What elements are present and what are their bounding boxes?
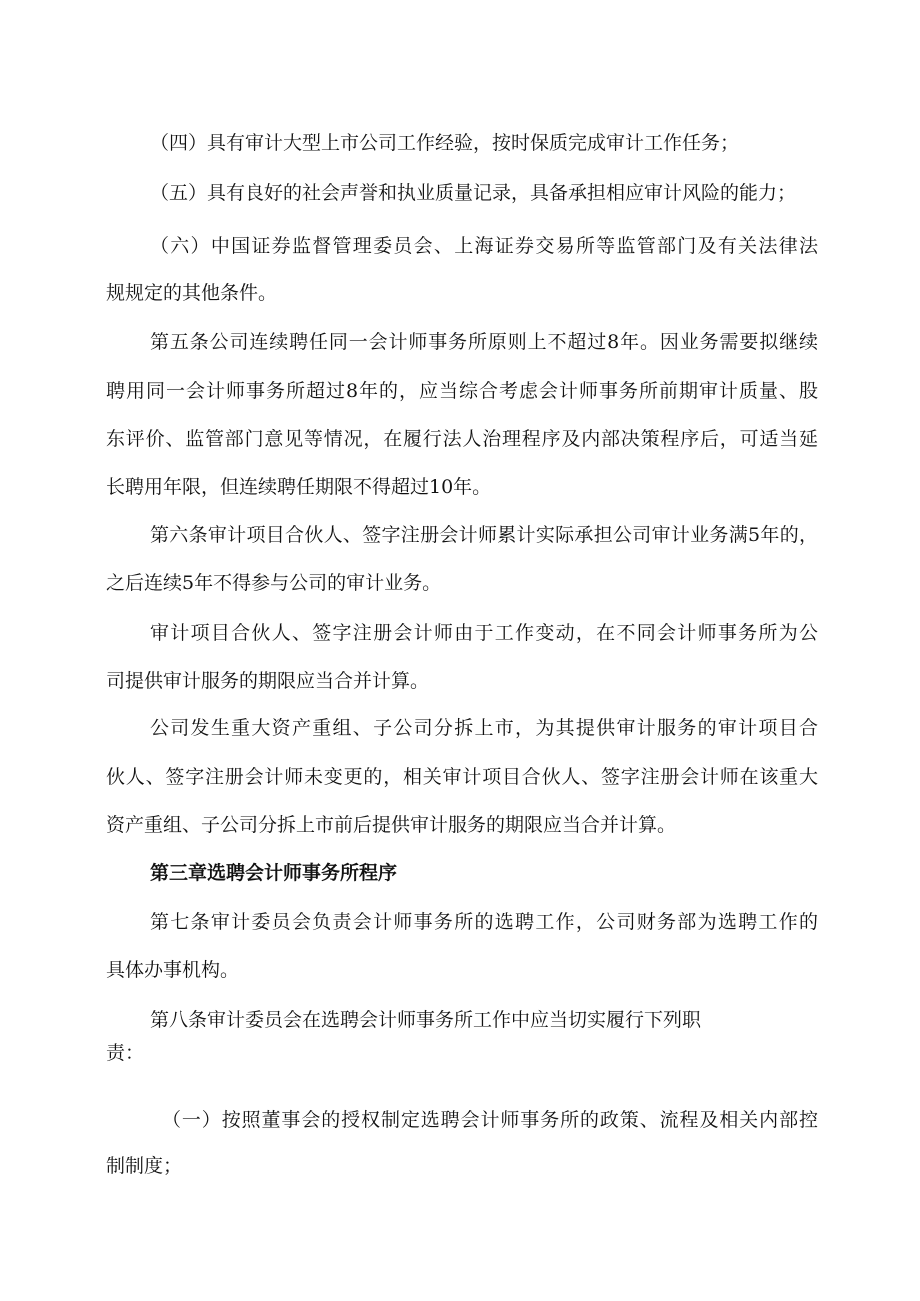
article-5-line-3: 东评价、监管部门意见等情况，在履行法人治理程序及内部决策程序后，可适当延 — [106, 428, 818, 450]
clause-6-requirement-line-1: （六）中国证券监督管理委员会、上海证券交易所等监管部门及有关法律法 — [150, 235, 818, 257]
article-6-line-2: 之后连续5年不得参与公司的审计业务。 — [106, 572, 442, 594]
article-5-line-2: 聘用同一会计师事务所超过8年的，应当综合考虑会计师事务所前期审计质量、股 — [106, 380, 818, 402]
paragraph-restructuring-line-1: 公司发生重大资产重组、子公司分拆上市，为其提供审计服务的审计项目合 — [150, 717, 818, 739]
paragraph-restructuring-line-2: 伙人、签字注册会计师未变更的，相关审计项目合伙人、签字注册会计师在该重大 — [106, 766, 818, 788]
paragraph-restructuring-line-3: 资产重组、子公司分拆上市前后提供审计服务的期限应当合并计算。 — [106, 814, 677, 836]
article-8-line-2: 责： — [106, 1042, 145, 1064]
article-5-line-1: 第五条公司连续聘任同一会计师事务所原则上不超过8年。因业务需要拟继续 — [150, 331, 818, 353]
clause-5-requirement: （五）具有良好的社会声誉和执业质量记录，具备承担相应审计风险的能力； — [150, 182, 797, 204]
clause-4-requirement: （四）具有审计大型上市公司工作经验，按时保质完成审计工作任务； — [150, 132, 740, 154]
article-7-line-1: 第七条审计委员会负责会计师事务所的选聘工作，公司财务部为选聘工作的 — [150, 911, 818, 933]
article-6-line-1: 第六条审计项目合伙人、签字注册会计师累计实际承担公司审计业务满5年的， — [150, 524, 818, 546]
article-8-line-1: 第八条审计委员会在选聘会计师事务所工作中应当切实履行下列职 — [150, 1009, 702, 1031]
paragraph-partner-change-line-1: 审计项目合伙人、签字注册会计师由于工作变动，在不同会计师事务所为公 — [150, 622, 818, 644]
duty-1-line-2: 制制度； — [106, 1155, 183, 1177]
article-7-line-2: 具体办事机构。 — [106, 959, 240, 981]
article-5-line-4: 长聘用年限，但连续聘任期限不得超过10年。 — [106, 476, 492, 498]
paragraph-partner-change-line-2: 司提供审计服务的期限应当合并计算。 — [106, 670, 430, 692]
duty-1-line-1: （一）按照董事会的授权制定选聘会计师事务所的政策、流程及相关内部控 — [162, 1109, 818, 1131]
clause-6-requirement-line-2: 规规定的其他条件。 — [106, 282, 278, 304]
chapter-3-heading: 第三章选聘会计师事务所程序 — [150, 862, 398, 884]
